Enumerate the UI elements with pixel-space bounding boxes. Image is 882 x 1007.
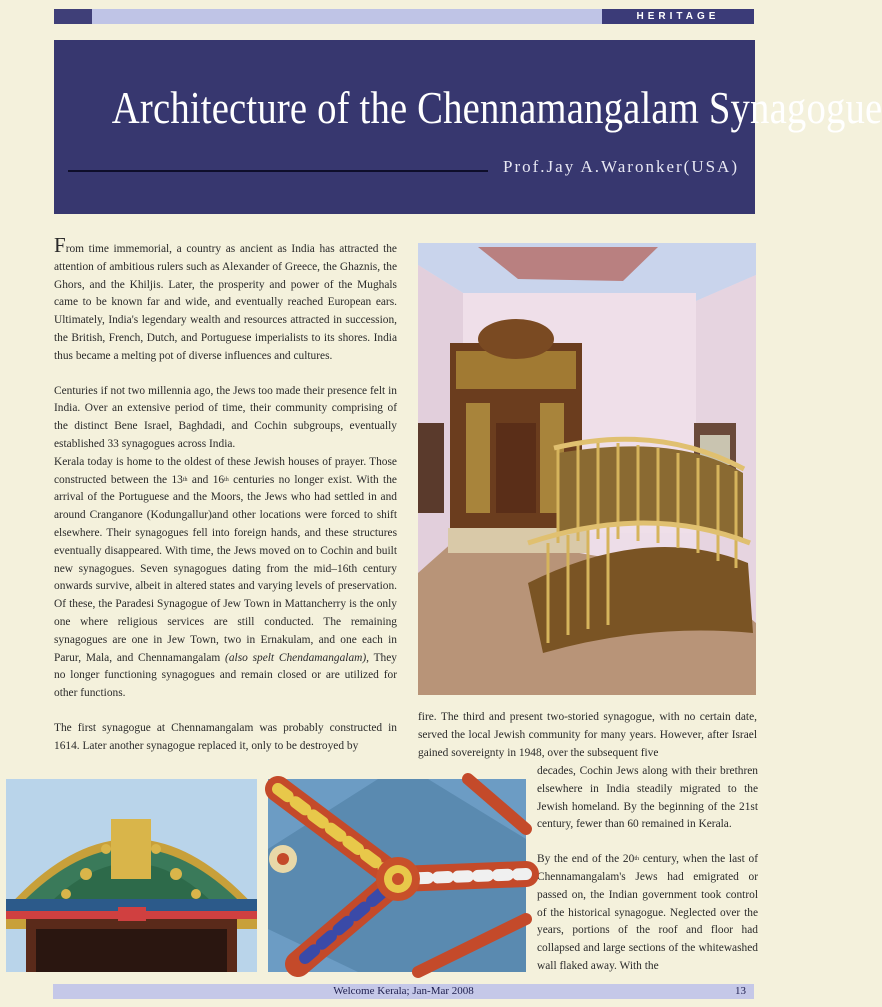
header-bar-accent bbox=[54, 9, 92, 24]
paragraph-text: Centuries if not two millennia ago, the Jews too made their presence felt in India. Over an extensive period of time, their community comprising of the distinct Bene Israel, Baghdadi, and Cochin subgroups, eventually established 33 synagogues across India. bbox=[54, 384, 397, 450]
paragraph-kerala bbox=[54, 454, 397, 703]
drop-cap: F bbox=[54, 233, 66, 257]
title-banner bbox=[54, 40, 882, 214]
text-run: They no longer functioning synagogues and remain closed or are utilized for other functions. bbox=[54, 651, 397, 700]
paragraph-intro bbox=[54, 233, 397, 366]
paragraph-text: rom time immemorial, a country as ancient as India has attracted the attention of ambitious rulers such as Alexander of Greece, the Ghaznis, the Ghors, and the Khiljis. Later, the prosperity and power of the Mughals came to be known far and wide, and eventually reached European ears. Ultimately, India's legendary wealth and resources attracted in succession, the British, French, Dutch, and Portuguese imperialists to its shores. India thus became a melting pot of diverse influences and cultures. bbox=[54, 243, 397, 362]
footer-bar bbox=[53, 984, 754, 999]
right-column-continuation bbox=[418, 709, 757, 762]
section-tag: HERITAGE bbox=[602, 9, 754, 24]
article-title: Architecture of the Chennamangalam Synagogue bbox=[111, 83, 882, 133]
paragraph-jews-india bbox=[54, 383, 397, 454]
narrow-column bbox=[537, 763, 758, 993]
text-run: Kerala today is home to the oldest of these Jewish houses of prayer. Those constructed between the 13 bbox=[54, 455, 397, 486]
text-run: century, when the last of Chennamangalam's Jews had emigrated or passed on, the Indian government took control of the historical synagogue. Neglected over the years, portions of the roof and floor had collapsed and large sections of the whitewashed wall flaked away. With the bbox=[537, 853, 758, 972]
paragraph-migration bbox=[537, 763, 758, 834]
paragraph-text: The first synagogue at Chennamangalam was probably constructed in 1614. Later another synagogue replaced it, only to be destroyed by bbox=[54, 721, 397, 752]
ark-arch-photo bbox=[6, 779, 257, 972]
superscript: th bbox=[182, 476, 188, 483]
paragraph-government bbox=[537, 851, 758, 976]
paragraph-text: fire. The third and present two-storied synagogue, with no certain date, served the local Jewish community for many years. However, after Israel gained sovereignty in 1948, over the subsequent five bbox=[418, 711, 757, 759]
paragraph-text: decades, Cochin Jews along with their brethren elsewhere in India steadily migrated to the Jewish homeland. By the beginning of the 21st century, fewer than 60 remained in Kerala. bbox=[537, 765, 758, 831]
italic-note: (also spelt Chendamangalam), bbox=[225, 651, 370, 664]
superscript: th bbox=[634, 856, 639, 863]
text-run: centuries no longer exist. With the arrival of the Portuguese and the Moors, the Jews who had settled in and around Cranganore (Kodungallur)and other locations were forced to shift elsewhere. Their synagogues fell into foreign hands, and these structures eventually disappeared. With time, the Jews moved on to Cochin and built new synagogues. Seven synagogues dating from the mid–16th century onwards survive, albeit in altered states and varying levels of preservation. Of these, the Paradesi Synagogue of Jew Town in Mattancherry is the only one where religious services are still conducted. The remaining synagogues are one in Jew Town, two in Ernakulam, and one each in Parur, Mala, and Chennamangalam bbox=[54, 473, 397, 664]
text-run: By the end of the 20 bbox=[537, 853, 635, 866]
author-byline: Prof.Jay A.Waronker(USA) bbox=[503, 157, 739, 176]
byline-rule bbox=[68, 170, 488, 172]
magazine-issue: Welcome Kerala; Jan-Mar 2008 bbox=[333, 985, 474, 997]
synagogue-interior-photo bbox=[418, 243, 756, 695]
paragraph-first-synagogue bbox=[54, 720, 397, 756]
text-run: and 16 bbox=[187, 473, 225, 486]
superscript: th bbox=[224, 476, 229, 483]
left-column bbox=[54, 233, 397, 773]
header-bar bbox=[54, 9, 754, 24]
page-number: 13 bbox=[735, 985, 746, 997]
ceiling-detail-photo bbox=[268, 779, 526, 972]
